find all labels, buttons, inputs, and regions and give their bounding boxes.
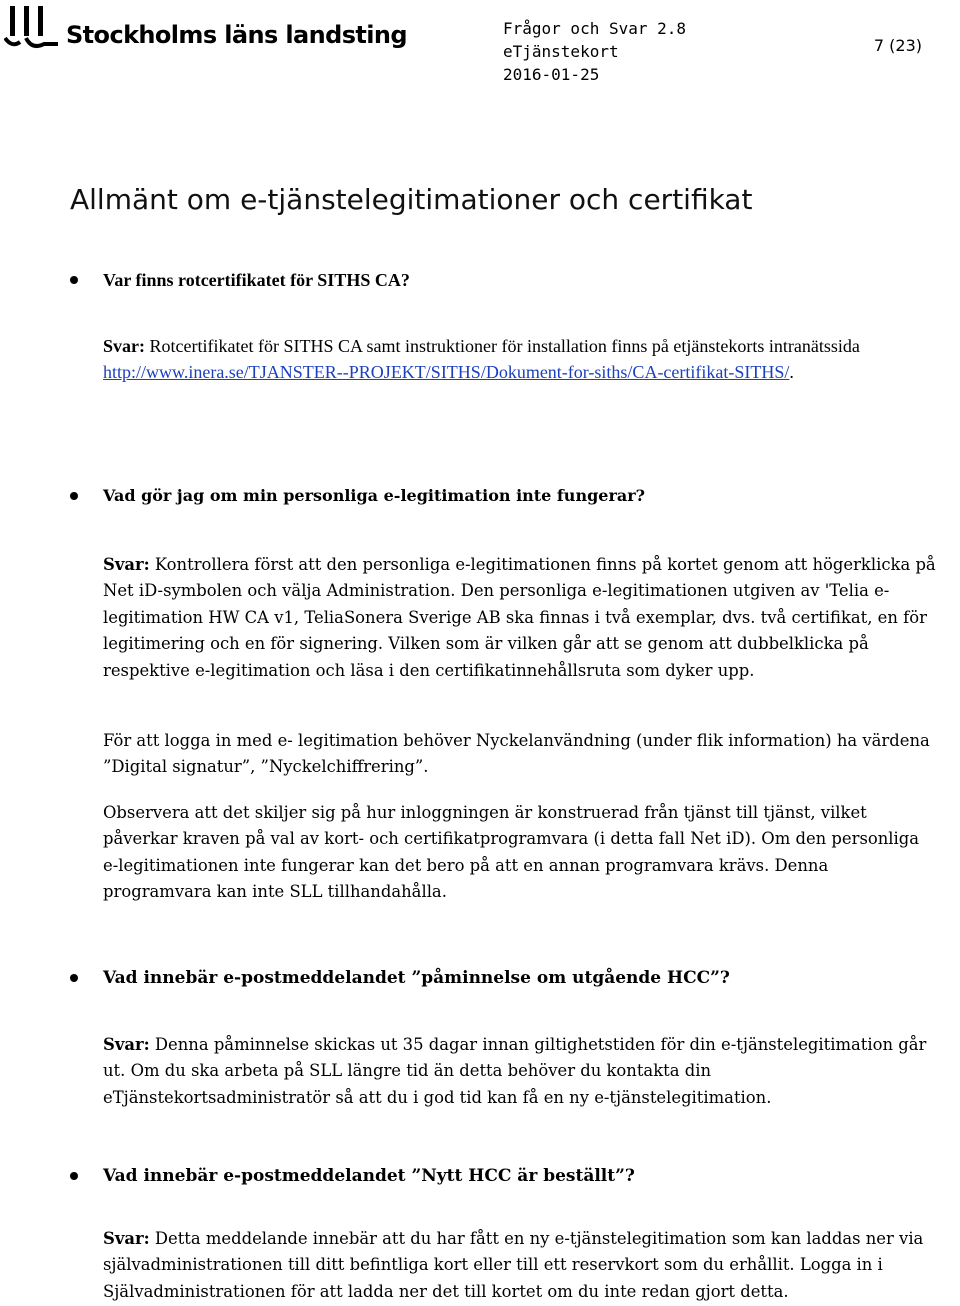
page-heading: Allmänt om e-tjänstelegitimationer och certifikat (70, 183, 753, 216)
answer-text: Kontrollera först att den personliga e-legitimationen finns på kortet genom att högerklicka på Net iD-symbolen och välja Administration. Den personliga e-legitimationen utgiven av 'Telia e-legitimation HW CA v1, TeliaSonera Sverige AB ska finnas i två exemplar, dvs. två certifikat, en för legitimering och en för signering. Vilken som är vilken går att se genom att dubbelklicka på respektive e-legitimation och läsa i den certifikatinnehållsruta som dyker upp. (103, 555, 936, 680)
doc-subtitle: eTjänstekort (503, 42, 619, 61)
answer-text: Denna påminnelse skickas ut 35 dagar innan giltighetstiden för din e-tjänstelegitimation går ut. Om du ska arbeta på SLL längre tid än detta behöver du kontakta din eTjänstekortsadministratör så att du i god tid kan få en ny e-tjänstelegitimation. (103, 1035, 927, 1107)
answer-label: Svar: (103, 555, 150, 574)
question-4: Vad innebär e-postmeddelandet ”Nytt HCC är beställt”? (103, 1166, 635, 1186)
question-3: Vad innebär e-postmeddelandet ”påminnelse om utgående HCC”? (103, 968, 730, 988)
answer-label: Svar: (103, 1229, 150, 1248)
answer-text: Rotcertifikatet för SITHS CA samt instruktioner för installation finns på etjänstekorts intranätssida (145, 336, 860, 356)
answer-3 (103, 1032, 938, 1111)
bullet-icon (70, 1172, 78, 1180)
logo-wordmark: Stockholms läns landsting (66, 21, 407, 49)
doc-date: 2016-01-25 (503, 65, 600, 84)
bullet-icon (70, 492, 78, 500)
answer-label: Svar: (103, 336, 145, 356)
answer-2 (103, 552, 938, 684)
bullet-icon (70, 276, 78, 284)
question-1: Var finns rotcertifikatet för SITHS CA? (103, 270, 410, 290)
sll-logo-icon (4, 4, 60, 52)
page-number: 7 (23) (873, 36, 922, 55)
answer-4 (103, 1226, 938, 1305)
answer-label: Svar: (103, 1035, 150, 1054)
answer-text: Detta meddelande innebär att du har fått en ny e-tjänstelegitimation som kan laddas ner via självadministrationen till ditt befintliga kort eller till ett reservkort som du erhållit. Logga in i Självadministrationen för att ladda ner det till kortet om du inte redan gjort detta. (103, 1229, 924, 1301)
doc-title: Frågor och Svar 2.8 (503, 19, 687, 38)
answer-1 (103, 333, 938, 386)
answer-2-para-3: Observera att det skiljer sig på hur inloggningen är konstruerad från tjänst till tjänst, vilket påverkar kraven på val av kort- och certifikatprogramvara (i detta fall Net iD). Om den personliga e-legitimationen inte fungerar kan det bero på att en annan programvara krävs. Denna programvara kan inte SLL tillhandahålla. (103, 803, 920, 902)
question-2: Vad gör jag om min personliga e-legitimation inte fungerar? (103, 486, 646, 505)
answer-2-para-2: För att logga in med e- legitimation behöver Nyckelanvändning (under flik information) ha värdena ”Digital signatur”, ”Nyckelchiffrering”. (103, 731, 930, 777)
answer-end: . (789, 362, 794, 383)
siths-link[interactable]: http://www.inera.se/TJANSTER--PROJEKT/SITHS/Dokument-for-siths/CA-certifikat-SITHS/ (103, 362, 790, 383)
bullet-icon (70, 974, 78, 982)
